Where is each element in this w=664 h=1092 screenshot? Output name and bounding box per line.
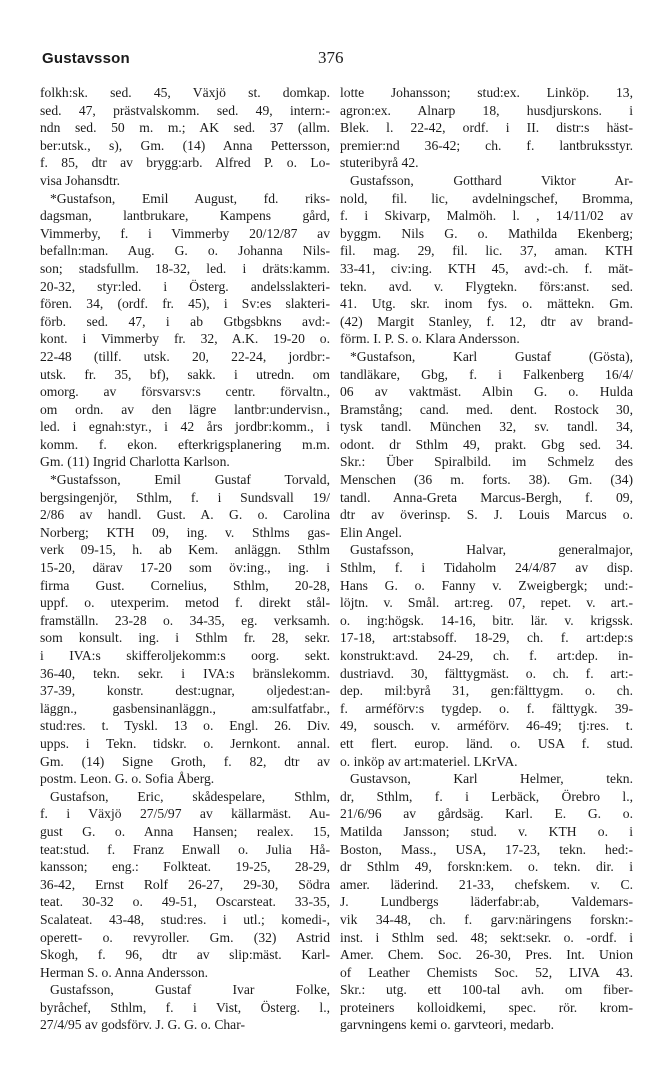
- left-column-line: son; stadsfullm. 18-32, led. i dräts:kamm.: [40, 260, 330, 276]
- right-column-line: stuteribyrå 42.: [340, 155, 419, 171]
- right-column-line: odont. dr Sthlm 49, prakt. Gbg sed. 34.: [340, 436, 633, 452]
- left-column-line: bergsingenjör, Sthlm, f. i Sundsvall 19/: [40, 489, 330, 505]
- right-column-line: 21/6/96 av gårdsäg. Karl. E. G. o.: [340, 806, 633, 822]
- right-column-line: Sthlm, f. i Tidaholm 24/4/87 av disp.: [340, 560, 633, 576]
- left-column-line: 2/86 av handl. Gust. A. G. o. Carolina: [40, 507, 330, 523]
- left-column-line: 15-20, därav 17-20 som öv:ing., ing. i: [40, 560, 330, 576]
- right-column-line: of Leather Chemists Soc. 52, LIVA 43.: [340, 964, 633, 980]
- left-column-line: teat. 30-32 o. 49-51, Oscarsteat. 33-35,: [40, 894, 330, 910]
- running-head: Gustavsson: [42, 50, 130, 67]
- left-column-line: postm. Leon. G. o. Sofia Åberg.: [40, 771, 215, 787]
- right-column-line: ett flert. europ. länd. o. USA f. stud.: [340, 735, 633, 751]
- left-column-line: Gustafsson, Gustaf Ivar Folke,: [50, 982, 330, 998]
- left-column-line: kont. i Vimmerby fr. 32, A.K. 19-20 o.: [40, 331, 330, 347]
- left-column-line: Skogh, f. 96, dtr av slip:mäst. Karl-: [40, 947, 330, 963]
- left-column-line: förb. sed. 47, i ab Gtbgsbkns avd:-: [40, 313, 330, 329]
- left-column-line: Gm. (14) Signe Groth, f. 82, dtr av: [40, 753, 330, 769]
- right-column-line: f. arméförv:s tygdep. o. f. fälttygk. 39-: [340, 700, 633, 716]
- left-column-line: 22-48 (tillf. utsk. 20, 22-24, jordbr:-: [40, 348, 330, 364]
- right-column-line: o. inköp av art:materiel. LKrVA.: [340, 753, 518, 769]
- right-column-line: dep. mil:byrå 31, gen:fälttygm. o. ch.: [340, 683, 633, 699]
- right-column-line: dtr av överinsp. S. J. Louis Marcus o.: [340, 507, 633, 523]
- left-column-line: f. 85, dtr av brygg:arb. Alfred P. o. Lo-: [40, 155, 330, 171]
- right-column-line: J. Lundbergs läderfabr:ab, Valdemars-: [340, 894, 633, 910]
- right-column-line: konstrukt:avd. 24-29, ch. f. art:dep. in-: [340, 648, 633, 663]
- left-column-line: Norberg; KTH 09, ing. v. Sthlms gas-: [40, 524, 330, 540]
- right-column-line: Skr.: Über Spiralbild. im Schmelz des: [340, 454, 633, 470]
- left-column-line: visa Johansdtr.: [40, 172, 121, 188]
- left-column-line: *Gustafson, Emil August, fd. riks-: [50, 190, 330, 206]
- right-column-line: 17-18, art:stabsoff. 18-29, ch. f. art:dep:s: [340, 630, 633, 646]
- right-column-line: Elin Angel.: [340, 524, 402, 540]
- left-column-line: 37-39, konstr. dest:ugnar, oljedest:an-: [40, 683, 330, 699]
- right-column-line: proteiners kolloidkemi, spec. rör. krom-: [340, 999, 633, 1015]
- right-column-line: Amer. Chem. Soc. 26-30, Pres. Int. Union: [340, 947, 633, 963]
- right-column-line: fil. mag. 29, fil. lic. 37, aman. KTH: [340, 243, 633, 259]
- right-column-line: nold, fil. lic, avdelningschef, Bromma,: [340, 190, 633, 206]
- left-column-line: 36-42, Ernst Rolf 26-27, 29-30, Södra: [40, 876, 330, 892]
- page-number: 376: [318, 48, 344, 67]
- right-column-line: tandl. Anna-Greta Marcus-Bergh, f. 09,: [340, 489, 633, 505]
- left-column-line: uppf. o. utexperim. metod f. direkt stål-: [40, 595, 330, 611]
- right-column-line: lotte Johansson; stud:ex. Linköp. 13,: [340, 85, 633, 100]
- left-column-line: dagsman, lantbrukare, Kampens gård,: [40, 208, 330, 224]
- right-column-line: Matilda Jansson; stud. v. KTH o. i: [340, 823, 633, 839]
- right-column-line: Gustafsson, Gotthard Viktor Ar-: [350, 172, 633, 188]
- right-column-line: 06 av vaktmäst. Albin G. o. Hulda: [340, 384, 633, 400]
- left-column-line: omorg. av försvarsv:s centr. förvaltn.,: [40, 384, 330, 400]
- right-column-line: Skr.: utg. ett 100-tal avh. om fiber-: [340, 982, 633, 998]
- right-column-line: byggm. Nils G. o. Mathilda Ekenberg;: [340, 225, 633, 241]
- right-column-line: inst. i Sthlm sed. 48; sekt:sekr. o. -ordf. i: [340, 929, 633, 945]
- right-column-line: förm. I. P. S. o. Klara Andersson.: [340, 331, 520, 347]
- right-column-line: *Gustafson, Karl Gustaf (Gösta),: [350, 348, 633, 364]
- left-column-line: fören. 34, (ordf. fr. 45), i Sv:es slakteri-: [40, 296, 330, 312]
- right-column-line: f. i Skivarp, Malmöh. l. , 14/11/02 av: [340, 208, 633, 224]
- right-column-line: Menschen (36 m. forts. 38). Gm. (34): [340, 472, 633, 488]
- left-column-line: sed. 47, prästvalskomm. sed. 49, intern:-: [40, 102, 330, 118]
- right-column-line: 41. Utg. skr. inom fys. o. mättekn. Gm.: [340, 296, 633, 312]
- left-column-line: ber:utsk., s), Gm. (14) Anna Pettersson,: [40, 137, 330, 153]
- right-column-line: Bramstång; cand. med. dent. Rostock 30,: [340, 401, 633, 417]
- right-column-line: 33-41, civ:ing. KTH 45, avd:-ch. f. mät-: [340, 260, 633, 276]
- left-column-line: folkh:sk. sed. 45, Växjö st. domkap.: [40, 85, 330, 100]
- right-column-line: Gustavson, Karl Helmer, tekn.: [350, 771, 633, 787]
- left-column-line: 27/4/95 av godsförv. J. G. G. o. Char-: [40, 1017, 245, 1033]
- right-column-line: Boston, Mass., USA, 17-23, tekn. hed:-: [340, 841, 633, 857]
- left-column: [40, 84, 330, 1034]
- left-column-line: f. i Växjö 27/5/97 av källarmäst. Au-: [40, 806, 330, 822]
- left-column-line: 36-40, tekn. sekr. i IVA:s bränslekomm.: [40, 665, 330, 681]
- left-column-line: komm. f. ekon. efterkrigsplanering m.m.: [40, 436, 330, 452]
- left-column-line: *Gustafsson, Emil Gustaf Torvald,: [50, 472, 330, 488]
- right-column-line: Gustafsson, Halvar, generalmajor,: [350, 542, 633, 558]
- right-column-line: dustriavd. 30, fälttygmäst. o. ch. f. art:-: [340, 665, 633, 681]
- right-column-line: dr Sthlm 49, forskn:kem. o. tekn. dir. i: [340, 859, 633, 875]
- right-column-line: o. ing:högsk. 14-16, bitr. lär. v. krigssk.: [340, 612, 633, 628]
- left-column-line: befalln:man. Aug. G. o. Johanna Nils-: [40, 243, 330, 259]
- left-column-line: Scalateat. 43-48, stud:res. i utl.; komedi-,: [40, 911, 330, 927]
- left-column-line: verk 09-15, h. ab Kem. anläggn. Sthlm: [40, 542, 330, 558]
- left-column-line: teat:stud. f. Franz Enwall o. Julia Hå-: [40, 841, 330, 857]
- right-column-line: tandläkare, Gbg, f. i Falkenberg 16/4/: [340, 366, 633, 382]
- left-column-line: framställn. 23-28 o. 34-35, eg. verksamh.: [40, 612, 330, 628]
- left-column-line: Gustafson, Eric, skådespelare, Sthlm,: [50, 788, 330, 804]
- left-column-line: gust G. o. Anna Hansen; realex. 15,: [40, 823, 330, 839]
- left-column-line: byråchef, Sthlm, f. i Vist, Österg. l.,: [40, 999, 330, 1015]
- right-column-line: dr, Sthlm, f. i Lerbäck, Örebro l.,: [340, 788, 633, 804]
- right-column-line: Blek. l. 22-42, ordf. i II. distr:s häst-: [340, 120, 633, 136]
- right-column-line: Hans G. o. Fanny v. Zweigbergk; und:-: [340, 577, 633, 593]
- left-column-line: som konsult. ing. i Sthlm fr. 28, sekr.: [40, 630, 330, 646]
- left-column-line: upps. i Tekn. tidskr. o. Jernkont. annal.: [40, 735, 330, 751]
- right-column-line: premier:nd 36-42; ch. f. lantbruksstyr.: [340, 137, 633, 153]
- left-column-line: firma Gust. Cornelius, Sthlm, 20-28,: [40, 577, 330, 593]
- left-column-line: Herman S. o. Anna Andersson.: [40, 964, 209, 980]
- right-column: [340, 84, 633, 1034]
- left-column-line: stud:res. t. Tyskl. 13 o. Engl. 26. Div.: [40, 718, 330, 734]
- left-column-line: kansson; eng.: Folkteat. 19-25, 28-29,: [40, 859, 330, 875]
- left-column-line: 20-32, styr:led. i Österg. andelsslakteri-: [40, 278, 330, 294]
- left-column-line: i IVA:s skifferoljekomm:s oorg. sekt.: [40, 648, 330, 663]
- left-column-line: om ordn. av den lägre lantbr:undervisn.,: [40, 401, 330, 417]
- right-column-line: tekn. avd. v. Flygtekn. förs:anst. sed.: [340, 278, 633, 294]
- right-column-line: 49, sousch. v. arméförv. 46-49; tj:res. t.: [340, 718, 633, 734]
- left-column-line: läggn., gasbensinanläggn., am:sulfatfabr.,: [40, 700, 330, 716]
- right-column-line: vik 34-48, ch. f. garv:näringens forskn:-: [340, 911, 633, 927]
- left-column-line: operett- o. revyroller. Gm. (32) Astrid: [40, 929, 330, 945]
- right-column-line: löjtn. v. Smål. art:reg. 07, repet. v. art.-: [340, 595, 633, 611]
- right-column-line: agron:ex. Alnarp 18, husdjurskons. i: [340, 102, 633, 118]
- right-column-line: amer. läderind. 21-33, chefskem. v. C.: [340, 876, 633, 892]
- left-column-line: Gm. (11) Ingrid Charlotta Karlson.: [40, 454, 230, 470]
- right-column-line: garvningens kemi o. garvteori, medarb.: [340, 1017, 555, 1033]
- left-column-line: led. i egnah:styr., i 42 års jordbr:komm., i: [40, 419, 330, 435]
- right-column-line: (42) Margit Stanley, f. 12, dtr av brand-: [340, 313, 633, 329]
- left-column-line: ndn sed. 50 m. m.; AK sed. 37 (allm.: [40, 120, 330, 136]
- right-column-line: tysk tandl. München 32, sv. tandl. 34,: [340, 419, 633, 435]
- left-column-line: utsk. fr. 35, bf), sakk. i utredn. om: [40, 366, 330, 382]
- left-column-line: Vimmerby, f. i Vimmerby 20/12/87 av: [40, 225, 330, 241]
